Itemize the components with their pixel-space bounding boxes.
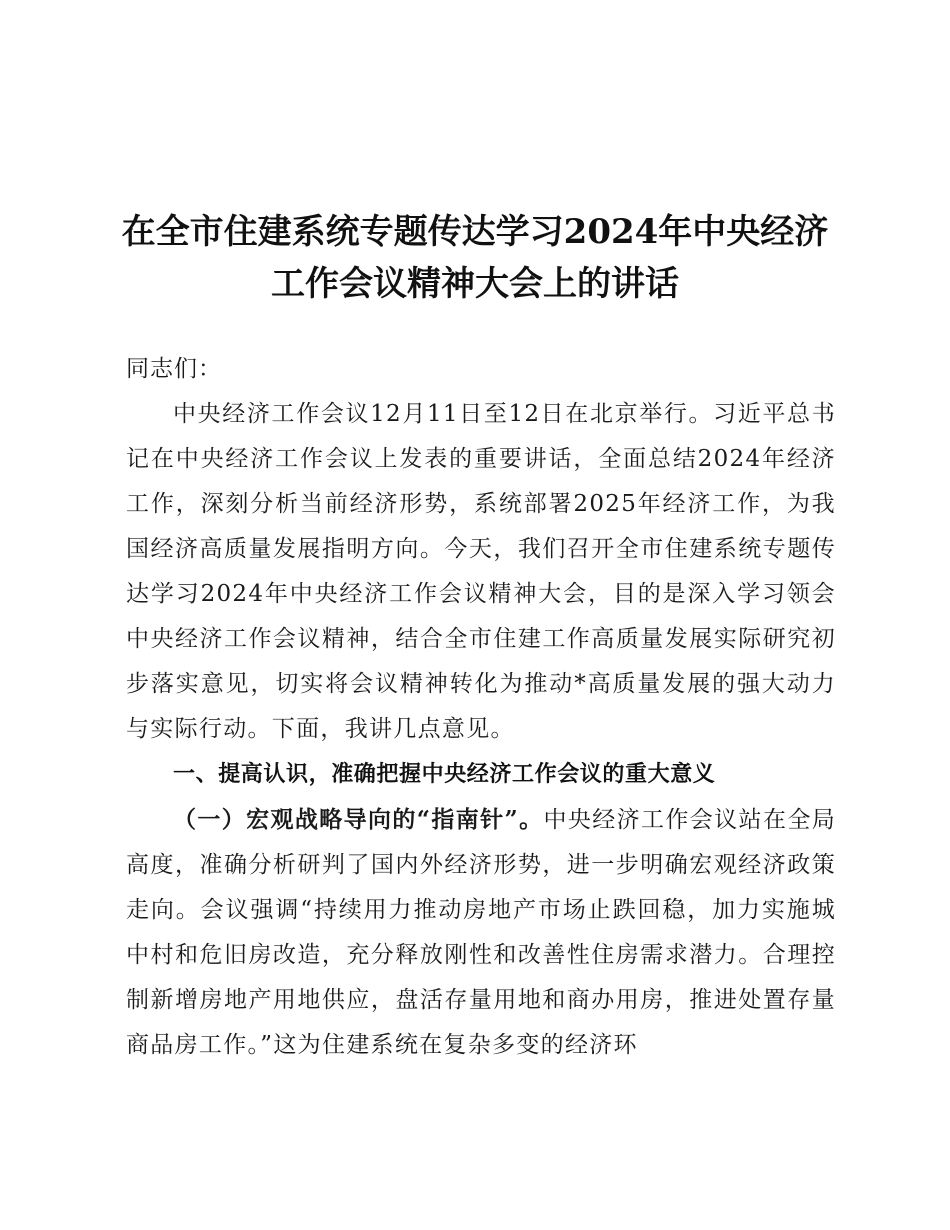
section-heading-1: 一、提高认识，准确把握中央经济工作会议的重大意义	[173, 762, 716, 787]
paragraph-section-1-1	[126, 797, 836, 1068]
title-line-1: 在全市住建系统专题传达学习2024年中央经济	[121, 212, 829, 252]
salutation: 同志们：	[126, 356, 222, 382]
paragraph-intro: 中央经济工作会议12月11日至12日在北京举行。习近平总书记在中央经济工作会议上发表的重要讲话，全面总结2024年经济工作，深刻分析当前经济形势，系统部署2025年经济工作，为我国经济高质量发展指明方向。今天，我们召开全市住建系统专题传达学习2024年中央经济工作会议精神大会，目的是深入学习领会中央经济工作会议精神，结合全市住建工作高质量发展实际研究初步落实意见，切实将会议精神转化为推动*高质量发展的强大动力与实际行动。下面，我讲几点意见。	[126, 401, 836, 742]
title-line-2: 工作会议精神大会上的讲话	[271, 264, 679, 304]
document-title	[100, 206, 850, 310]
paragraph-section-1-1-text: 中央经济工作会议站在全局高度，准确分析研判了国内外经济形势，进一步明确宏观经济政策走向。会议强调“持续用力推动房地产市场止跌回稳，加力实施城中村和危旧房改造，充分释放刚性和改善性住房需求潜力。合理控制新增房地产用地供应，盘活存量用地和商办用房，推进处置存量商品房工作。”这为住建系统在复杂多变的经济环	[126, 807, 836, 1058]
document-body	[126, 347, 836, 1068]
subheading-1: （一）宏观战略导向的“指南针”。	[173, 806, 544, 833]
